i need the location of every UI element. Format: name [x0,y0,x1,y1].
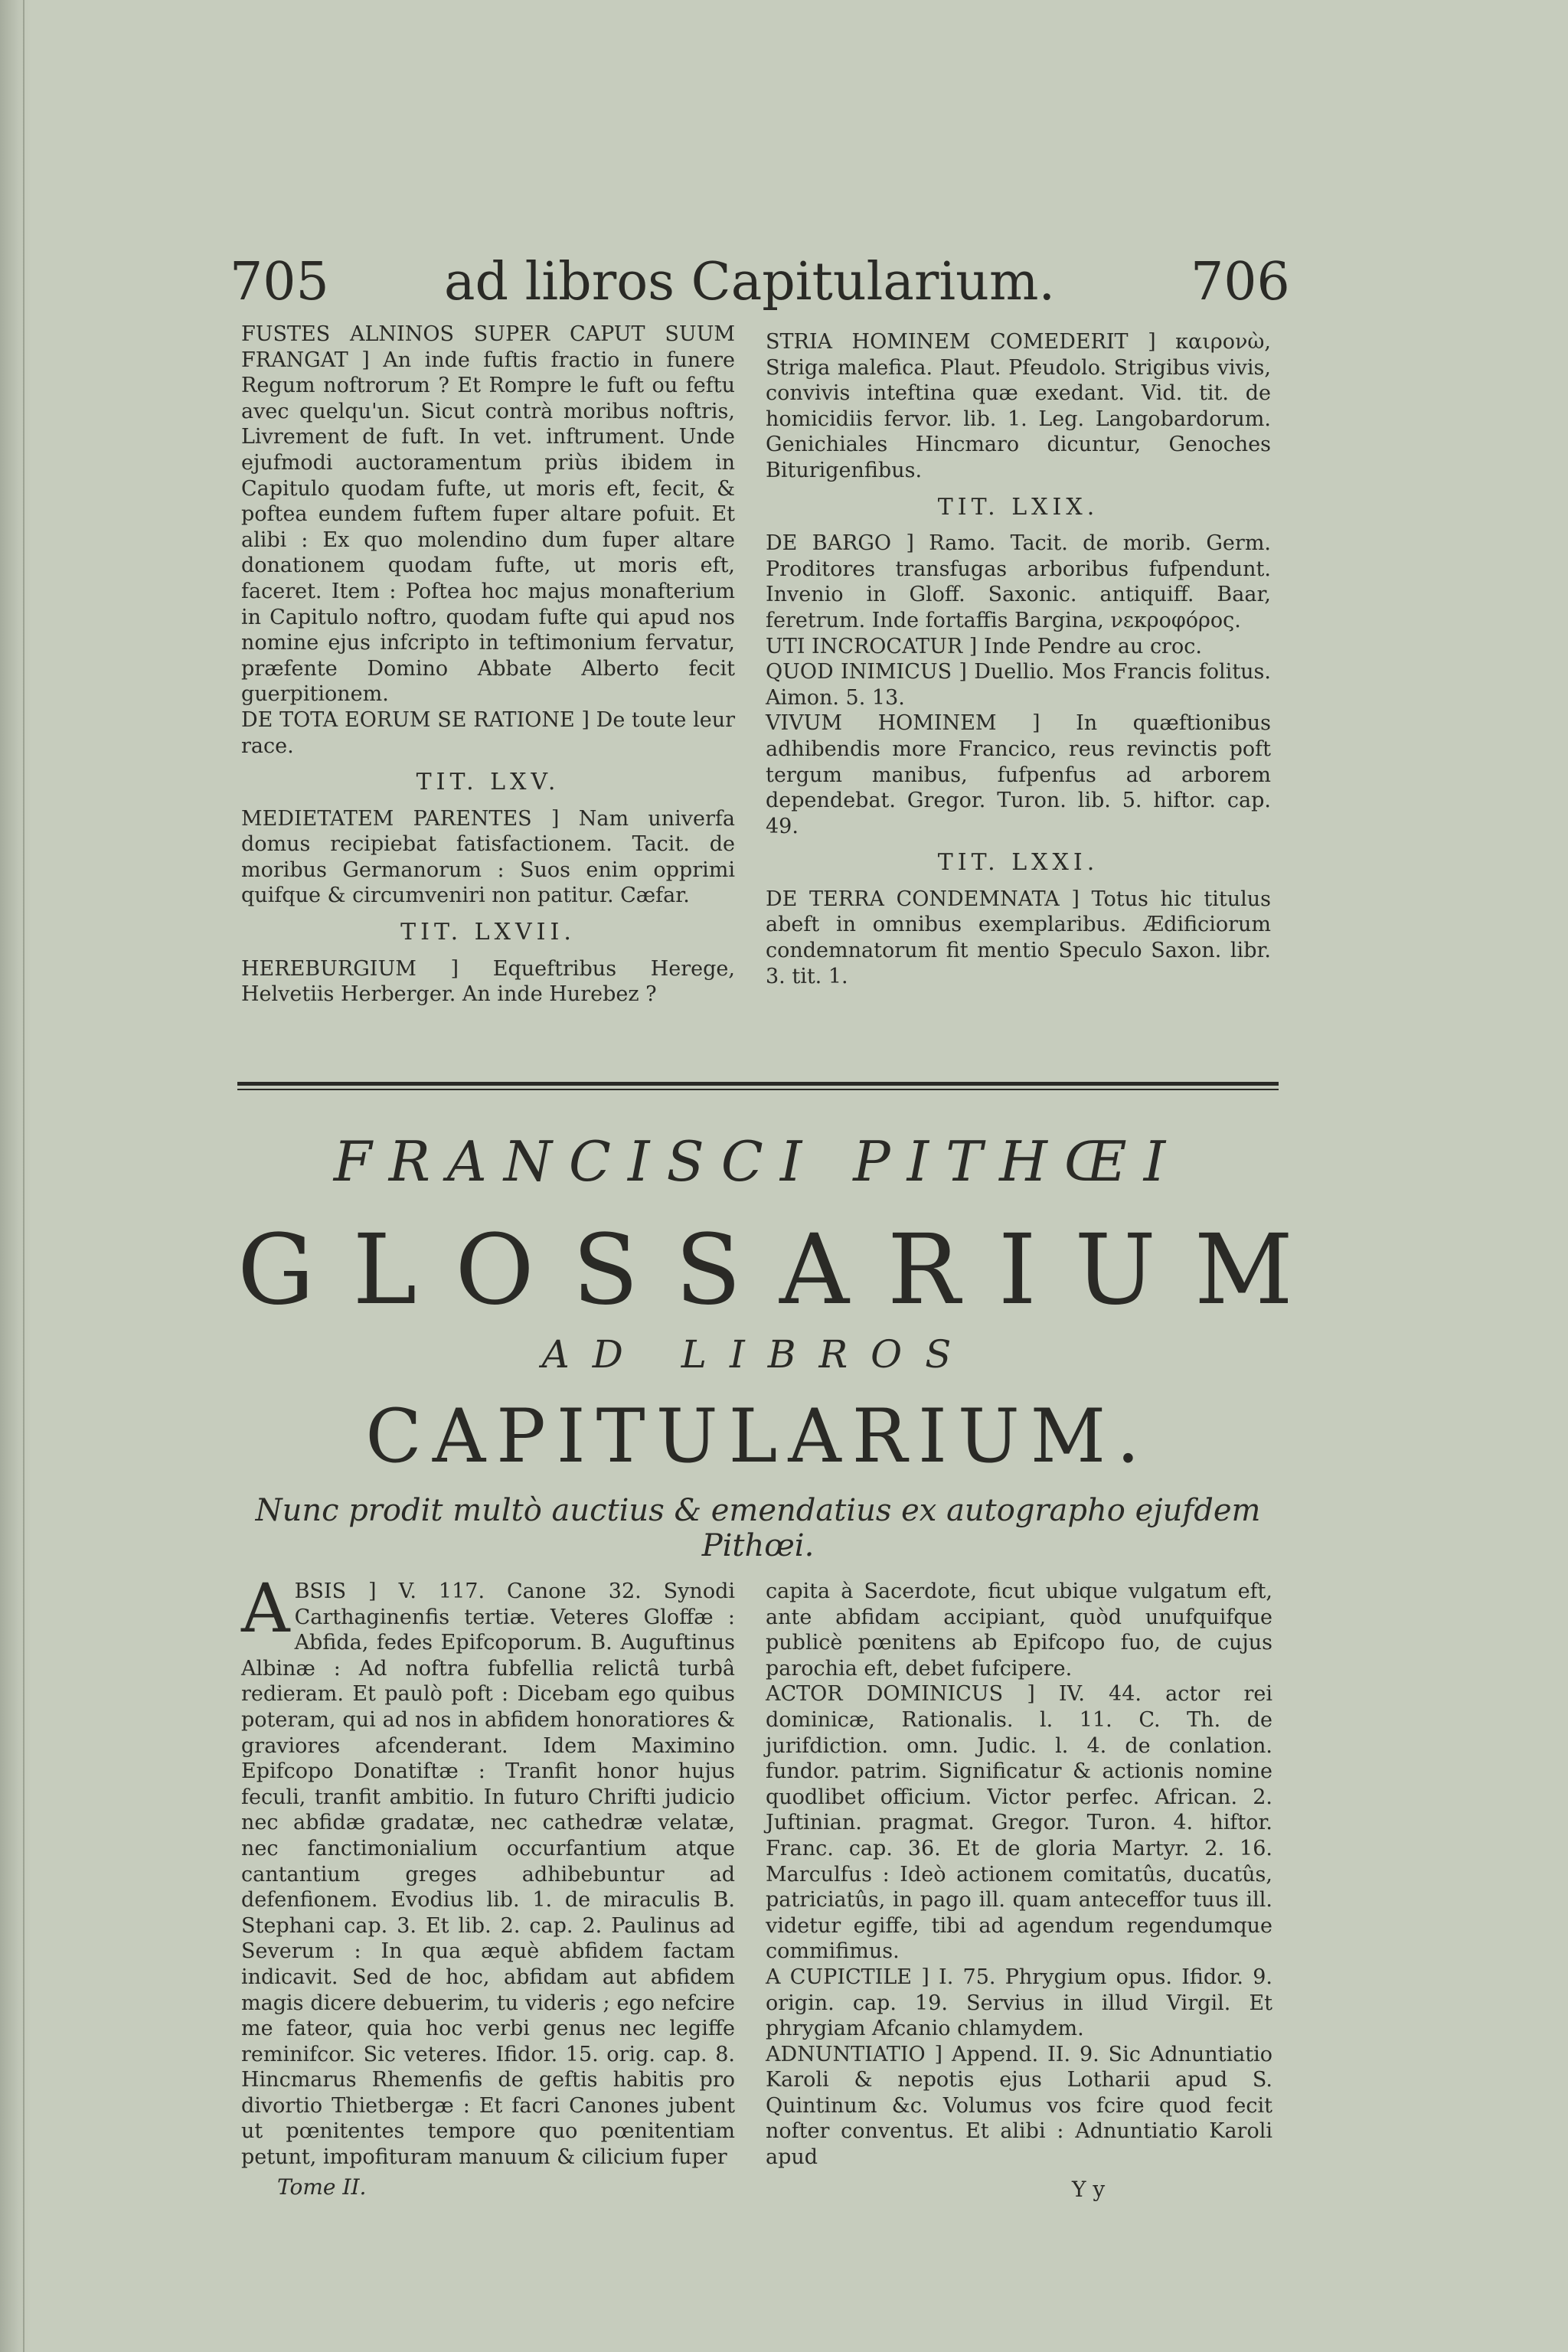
entry-adnuntiatio: ADNUNTIATIO ] Append. II. 9. Sic Adnuntiatio Karoli & nepotis ejus Lotharii apud S. Quintinum &c. Volumus vos fcire quod fecit nofter conventus. Et alibi : Adnuntiatio Karoli apud [766,2042,1272,2170]
footer-signature: Y y [1072,2177,1106,2202]
title-heading-lxix: TIT. LXIX. [937,493,1099,521]
entry-medietatem: MEDIETATEM PARENTES ] Nam univerfa domus recipiebat fatisfactionem. Tacit. de moribus Germanorum : Suos enim opprimi quifque & circumveniri non patitur. Cæfar. [241,806,735,908]
title-author: FRANCISCI PITHŒI [333,1129,1183,1194]
entry-hereburgium: HEREBURGIUM ] Equeftribus Herege, Helvetiis Herberger. An inde Hurebez ? [241,956,735,1007]
title-subtitle: Nunc prodit multò auctius & emendatius ex autographo ejufdem Pithœi. [255,1493,1261,1563]
divider-rule-thick [237,1082,1279,1086]
upper-left-column [241,322,735,1008]
title-heading-lxxi: TIT. LXXI. [937,849,1099,877]
entry-de-bargo: DE BARGO ] Ramo. Tacit. de morib. Germ. Proditores transfugas arboribus fufpendunt. Invenio in Gloff. Saxonic. antiquiff. Baar, feretrum. Inde fortaffis Bargina, νεκροφόρος. [766,531,1271,632]
running-header: ad libros Capitularium. [444,252,1056,312]
entry-uti-incrocatur: UTI INCROCATUR ] Inde Pendre au croc. [766,634,1202,658]
entry-vivum-hominem: VIVUM HOMINEM ] In quæftionibus adhibendis more Francico, reus revinctis poft tergum manibus, fufpenfus ad arborem dependebat. Gregor. Turon. lib. 5. hiftor. cap. 49. [766,711,1271,838]
lower-left-column [241,1569,735,2171]
entry-absis: BSIS ] V. 117. Canone 32. Synodi Carthaginenfis tertiæ. Veteres Gloffæ : Abfida, fedes Epifcoporum. B. Auguftinus Albinæ : Ad noftra fubfellia relictâ turbâ redieram. Et paulò poft : Dicebam ego quibus poteram, qui ad nos in abfidem honoratiores & graviores afcenderant. Idem Maximino Epifcopo Donatiftæ : Tranfit honor hujus feculi, tranfit ambitio. In futuro Chrifti judicio nec abfidæ gradatæ, nec cathedræ velatæ, nec fanctimonialium occurfantium atque cantantium greges adhibebuntur ad defenfionem. Evodius lib. 1. de miraculis B. Stephani cap. 3. Et lib. 2. cap. 2. Paulinus ad Severum : In qua æquè abfidem factam indicavit. Sed de hoc, abfidam aut abfidem magis dicere debuerim, tu videris ; ego nefcire me fateor, quia hoc verbi genus nec legiffe reminifcor. Sic veteres. Ifidor. 15. orig. cap. 8. Hincmarus Rhemenfis de geftis habitis pro divortio Thietbergæ : Et facri Canones jubent ut pœnitentes tempore quo pœnitentiam petunt, impofituram manuum & cilicium fuper [241,1579,735,2170]
lower-right-column [766,1579,1272,2171]
upper-right-column [766,329,1271,989]
binding-gutter [0,0,31,2352]
title-capitularium: CAPITULARIUM. [365,1393,1151,1479]
title-main: GLOSSARIUM [237,1214,1331,1326]
entry-fustes: FUSTES ALNINOS SUPER CAPUT SUUM FRANGAT ] An inde fuftis fractio in funere Regum noftrorum ? Et Rompre le fuft ou feftu avec quelqu'un. Sicut contrà moribus noftris, Livrement de fuft. In vet. inftrument. Unde ejufmodi auctoramentum priùs ibidem in Capitulo quodam fufte, ut moris eft, fecit, & poftea eundem fuftem fuper altare pofuit. Et alibi : Ex quo molendino dum fuper altare donationem quodam fufte, ut moris eft, faceret. Item : Poftea hoc majus monafterium in Capitulo noftro, quodam fufte qui apud nos nomine ejus infcripto in teftimonium fervatur, præfente Domino Abbate Alberto fecit guerpitionem. [241,322,735,707]
page-number-left: 705 [230,252,329,312]
title-ad-libros: AD LIBROS [541,1332,975,1377]
entry-actor-dominicus: ACTOR DOMINICUS ] IV. 44. actor rei dominicæ, Rationalis. l. 11. C. Th. de jurifdiction. omn. Judic. l. 4. de conlation. fundor. patrim. Significatur & actionis nomine quodlibet officium. Victor perfec. African. 2. Juftinian. pragmat. Gregor. Turon. 4. hiftor. Franc. cap. 36. Et de gloria Martyr. 2. 16. Marculfus : Ideò actionem comitatûs, ducatûs, patriciatûs, in pago ill. quam anteceffor tuus ill. videtur egiffe, tibi ad agendum regendumque commifimus. [766,1682,1272,1964]
title-heading-lxvii: TIT. LXVII. [400,919,576,946]
entry-stria: STRIA HOMINEM COMEDERIT ] καιρονὼ, Striga malefica. Plaut. Pfeudolo. Strigibus vivis, convivis inteftina quæ exedant. Vid. tit. de homicidiis fervor. lib. 1. Leg. Langobardorum. Genichiales Hincmaro dicuntur, Genoches Biturigenfibus. [766,330,1271,482]
divider-rule-thin [237,1089,1279,1090]
entry-absis-continued: capita à Sacerdote, ficut ubique vulgatum eft, ante abfidam accipiant, quòd unufquifque publicè pœnitens ab Epifcopo fuo, de cujus parochia eft, debet fufcipere. [766,1579,1272,1681]
entry-quod-inimicus: QUOD INIMICUS ] Duellio. Mos Francis folitus. Aimon. 5. 13. [766,660,1271,710]
entry-de-terra: DE TERRA CONDEMNATA ] Totus hic titulus abeft in omnibus exemplaribus. Ædificiorum condemnatorum fit mentio Speculo Saxon. libr. 3. tit. 1. [766,887,1271,988]
entry-de-tota: DE TOTA EORUM SE RATIONE ] De toute leur race. [241,707,735,758]
drop-cap: A [241,1569,290,1648]
page-number-right: 706 [1191,252,1290,312]
title-heading-lxv: TIT. LXV. [416,769,560,796]
binding-edge [23,0,24,2352]
footer-tome: Tome II. [277,2174,367,2200]
entry-a-cupictile: A CUPICTILE ] I. 75. Phrygium opus. Ifidor. 9. origin. cap. 19. Servius in illud Virgil. Et phrygiam Afcanio chlamydem. [766,1965,1272,2041]
